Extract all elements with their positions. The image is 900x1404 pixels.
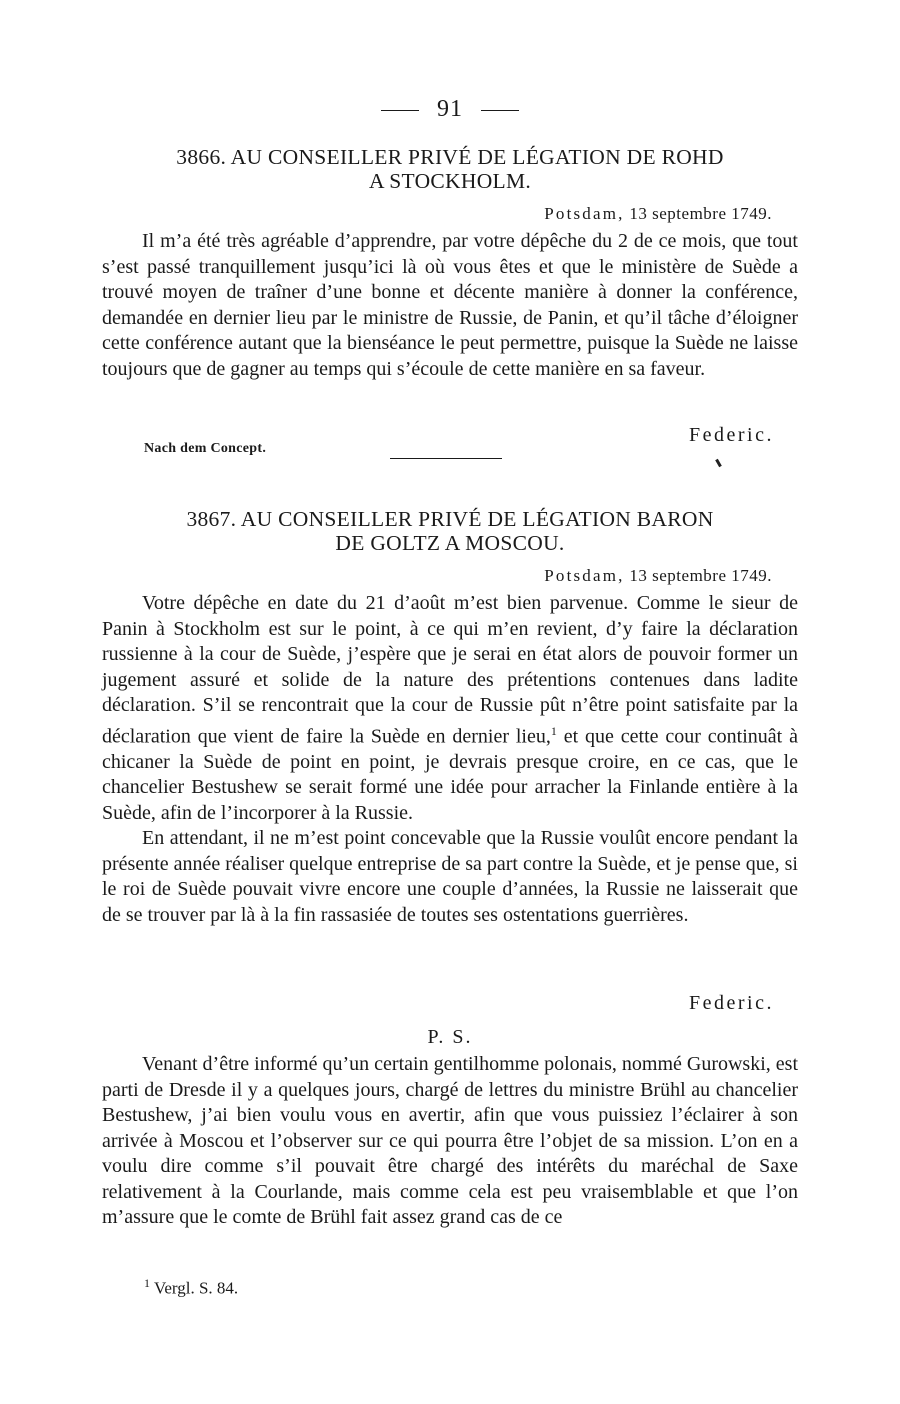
- page-number-dash-right: [481, 110, 519, 111]
- letter-3867-dateline: [544, 566, 772, 586]
- footnote-marker: 1: [144, 1276, 150, 1290]
- ps-body: [102, 1052, 798, 1231]
- letter-3866-date-place: Potsdam,: [544, 204, 625, 223]
- footnote: [144, 1276, 238, 1299]
- letter-3867-body: [102, 591, 798, 928]
- letter-3866-source-note: Nach dem Concept.: [144, 441, 267, 456]
- letter-3866-heading: [100, 145, 800, 193]
- letter-3867-signature: Federic.: [689, 992, 774, 1014]
- letter-3866-heading-line1: 3866. AU CONSEILLER PRIVÉ DE LÉGATION DE ROHD: [176, 145, 724, 169]
- ps-paragraph: Venant d’être informé qu’un certain gentilhomme polonais, nommé Gurowski, est parti de Dresde il y a quelques jours, chargé de lettres du ministre Brühl au chancelier Bestushew, j’ai bien voulu vous en avertir, afin que vous puissiez l’éclairer à son arrivée à Moscou et l’observer sur ce qui pourra être l’objet de sa mission. L’on en a voulu dire comme s’il pouvait être chargé des intérêts du maréchal de Saxe relativement à la Courlande, mais comme cela est peu vraisemblable et que l’on m’assure que le comte de Brühl fait assez grand cas de ce: [102, 1053, 798, 1228]
- letter-3867-heading-line1: 3867. AU CONSEILLER PRIVÉ DE LÉGATION BARON: [186, 507, 714, 531]
- stray-mark: [715, 459, 722, 467]
- letter-3866-paragraph: Il m’a été très agréable d’apprendre, par votre dépêche du 2 de ce mois, que tout s’est passé tranquillement jusqu’ici là où vous êtes et que le ministère de Suède a trouvé moyen de traîner d’une bonne et décente manière à donner la conférence, demandée en dernier lieu par le ministre de Russie, de Panin, et qu’il tâche d’éloigner cette conférence autant que la bienséance le peut permettre, puisque la Suède ne laisse toujours que de gagner au temps qui s’écoule de cette manière en sa faveur.: [102, 230, 798, 380]
- letter-3866-heading-line2: A STOCKHOLM.: [368, 169, 532, 193]
- footnote-ref: 1: [550, 723, 557, 738]
- letter-3866-dateline: [544, 204, 772, 224]
- page-number-dash-left: [381, 110, 419, 111]
- ps-label: P. S.: [427, 1026, 473, 1048]
- letter-3866-date: 13 septembre 1749.: [629, 204, 772, 223]
- letter-3867-date: 13 septembre 1749.: [629, 566, 772, 585]
- page-number: 91: [0, 96, 900, 123]
- footnote-text: Vergl. S. 84.: [150, 1278, 239, 1298]
- letter-3867-heading-line2: DE GOLTZ A MOSCOU.: [335, 531, 565, 555]
- letter-3866-signature: Federic.: [689, 424, 774, 446]
- letter-3867-heading: [100, 507, 800, 555]
- letter-3867-paragraph-1: Votre dépêche en date du 21 d’août m’est bien parvenue. Comme le sieur de Panin à Stockholm est sur le point, à ce qui m’en revient, d’y faire la déclaration russienne à la cour de Suède, j’espère que je serai en état alors de pouvoir former un jugement assuré et solide de la nature des prétentions contenues dans ladite déclaration. S’il se rencontrait que la cour de Russie pût n’être point satisfaite par la déclaration que vient de faire la Suède en dernier lieu,$^1$ et que cette cour continuât à chicaner la Suède de point en point, je devrais presque croire, en ce cas, que le chancelier Bestushew se serait formé une idée pour arracher la Finlande entière à la Suède, afin de l’incorporer à la Russie.: [102, 592, 798, 824]
- letter-3866-body: [102, 229, 798, 382]
- letter-3867-paragraph-2: En attendant, il ne m’est point concevable que la Russie voulût encore pendant la présente année réaliser quelque entreprise de sa part contre la Suède, et je pense que, si le roi de Suède pouvait vivre encore une couple d’années, la Russie ne laisserait que de se trouver par là à la fin rassasiée de toutes ses ostentations guerrières.: [102, 827, 798, 926]
- letter-3867-date-place: Potsdam,: [544, 566, 625, 585]
- section-divider: [390, 458, 502, 459]
